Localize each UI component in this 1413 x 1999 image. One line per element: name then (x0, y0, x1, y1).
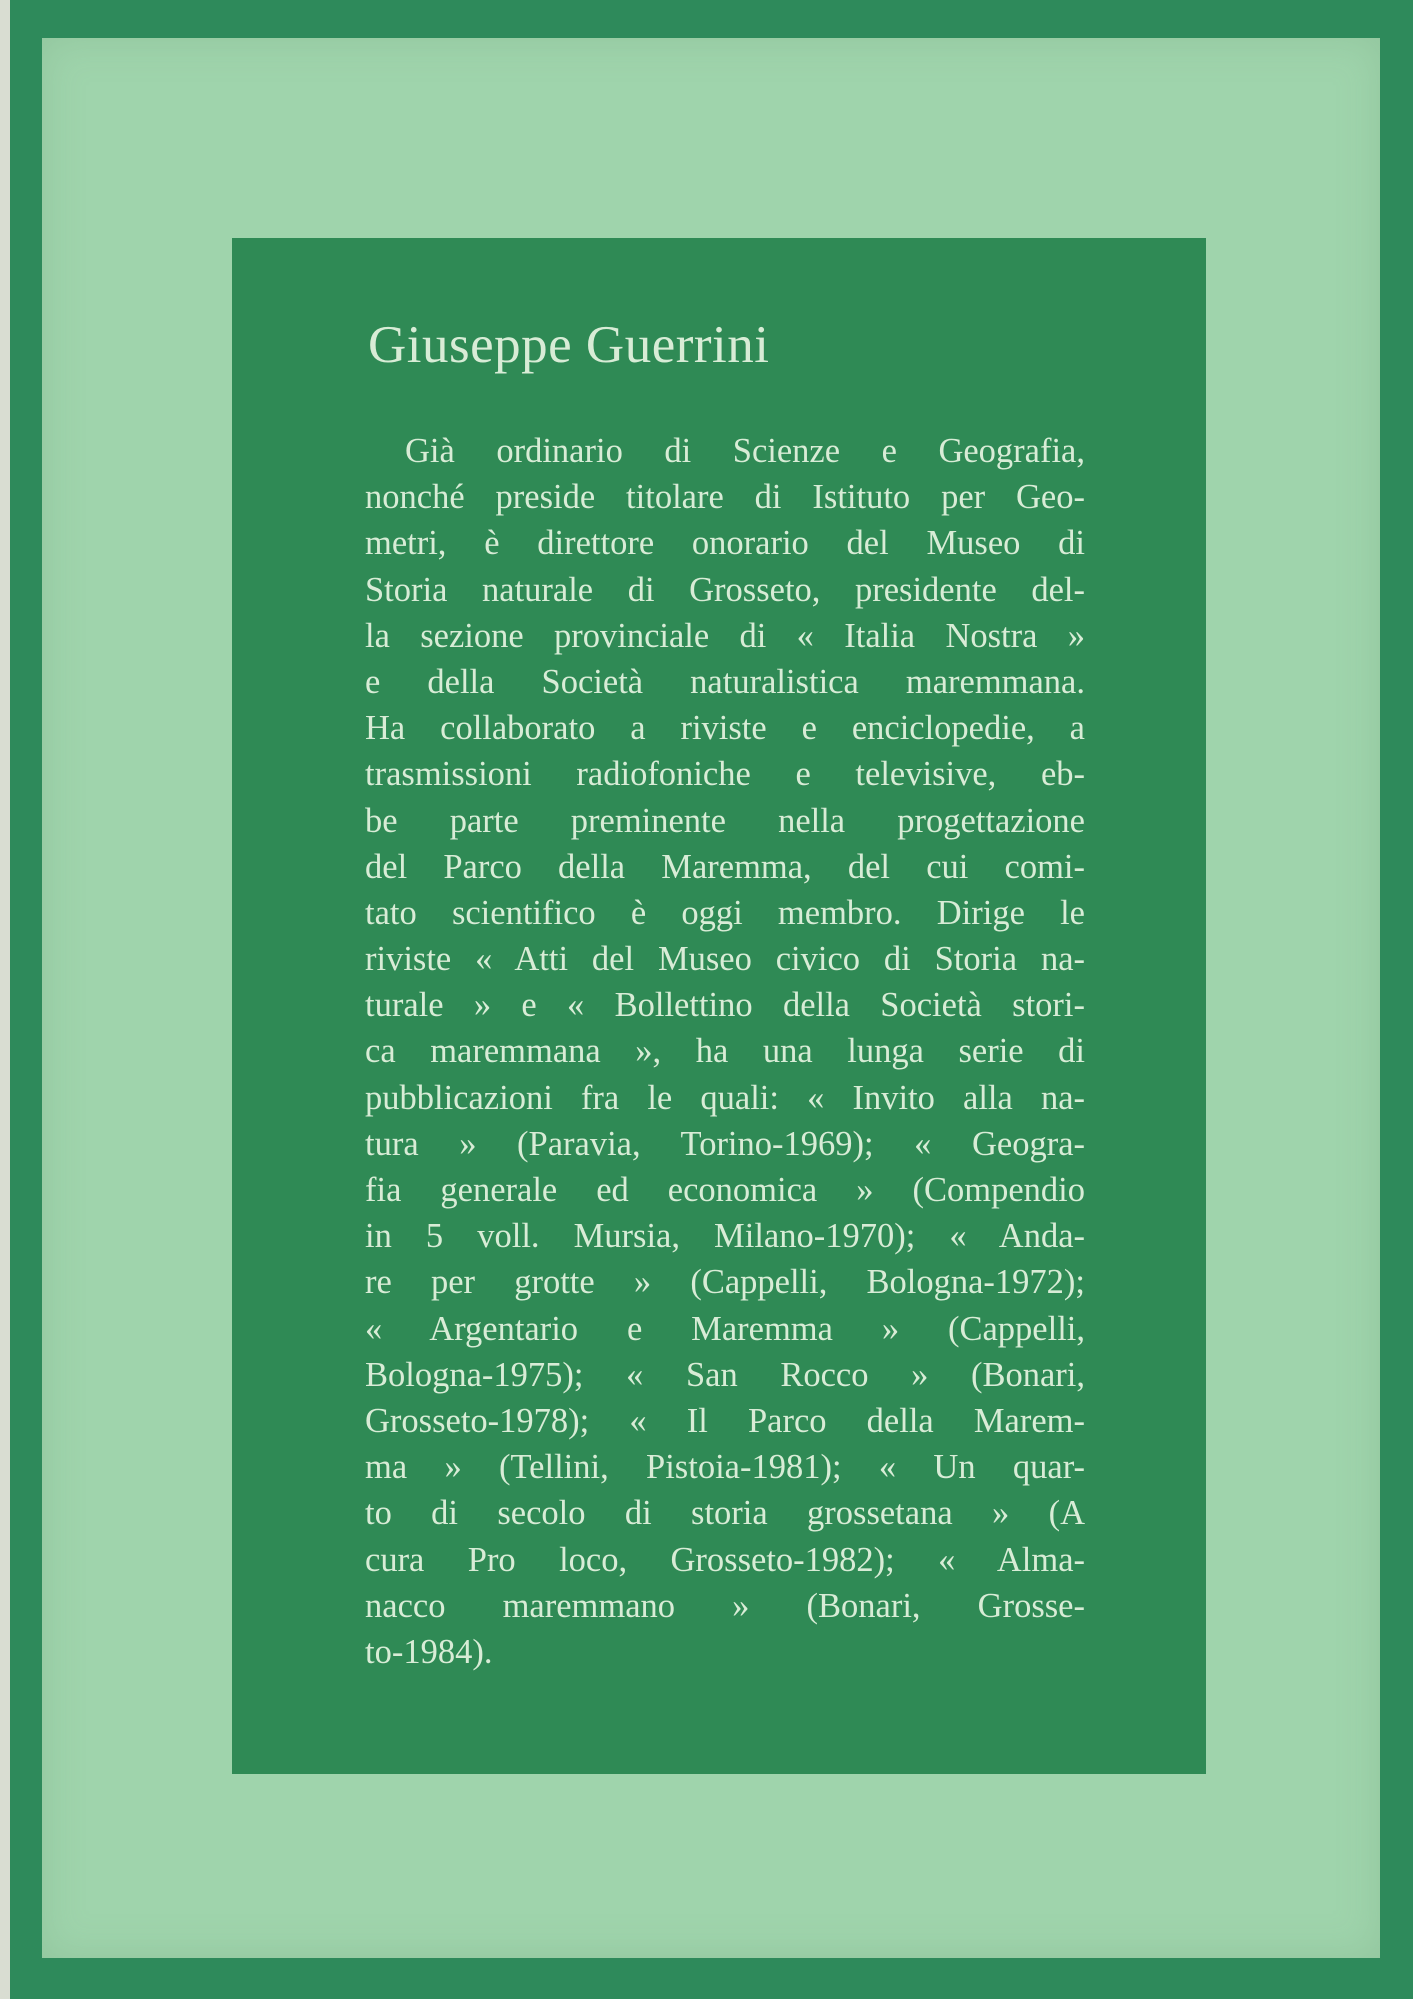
bio-line: « Argentario e Maremma » (Cappelli, (365, 1309, 1085, 1348)
bio-line: Storia naturale di Grosseto, presidente del- (365, 570, 1085, 609)
bio-line: la sezione provinciale di « Italia Nostra » (365, 616, 1085, 655)
bio-line: nacco maremmano » (Bonari, Grosse- (365, 1586, 1085, 1625)
bio-line: ma » (Tellini, Pistoia-1981); « Un quar- (365, 1448, 1085, 1487)
bio-line: metri, è direttore onorario del Museo di (365, 524, 1085, 563)
bio-line: del Parco della Maremma, del cui comi- (365, 847, 1085, 886)
bio-line: e della Società naturalistica maremmana. (365, 662, 1085, 701)
bio-line: turale » e « Bollettino della Società stori- (365, 986, 1085, 1025)
bio-line: trasmissioni radiofoniche e televisive, eb- (365, 755, 1085, 794)
bio-line: riviste « Atti del Museo civico di Storia na- (365, 940, 1085, 979)
bio-line: tato scientifico è oggi membro. Dirige le (365, 893, 1085, 932)
bio-line: ca maremmana », ha una lunga serie di (365, 1032, 1085, 1071)
bio-line: Ha collaborato a riviste e enciclopedie, a (365, 709, 1085, 748)
bio-line: in 5 voll. Mursia, Milano-1970); « Anda- (365, 1217, 1085, 1256)
bio-line: fia generale ed economica » (Compendio (365, 1171, 1085, 1209)
bio-line: re per grotte » (Cappelli, Bologna-1972); (365, 1263, 1085, 1302)
bio-line: be parte preminente nella progettazione (365, 801, 1085, 840)
author-biography (365, 428, 1085, 1675)
bio-line: tura » (Paravia, Torino-1969); « Geogra- (365, 1124, 1085, 1163)
bio-line: pubblicazioni fra le quali: « Invito alla na- (365, 1078, 1085, 1117)
bio-line: Bologna-1975); « San Rocco » (Bonari, (365, 1355, 1085, 1394)
bio-line: to di secolo di storia grossetana » (A (365, 1494, 1085, 1533)
bio-line: Già ordinario di Scienze e Geografia, (405, 432, 1085, 470)
bio-line: Grosseto-1978); « Il Parco della Marem- (365, 1401, 1085, 1440)
author-name: Giuseppe Guerrini (368, 316, 770, 374)
bio-line: to-1984). (365, 1632, 493, 1671)
bio-line: nonché preside titolare di Istituto per Geo- (365, 478, 1085, 517)
bio-line: cura Pro loco, Grosseto-1982); « Alma- (365, 1540, 1085, 1579)
